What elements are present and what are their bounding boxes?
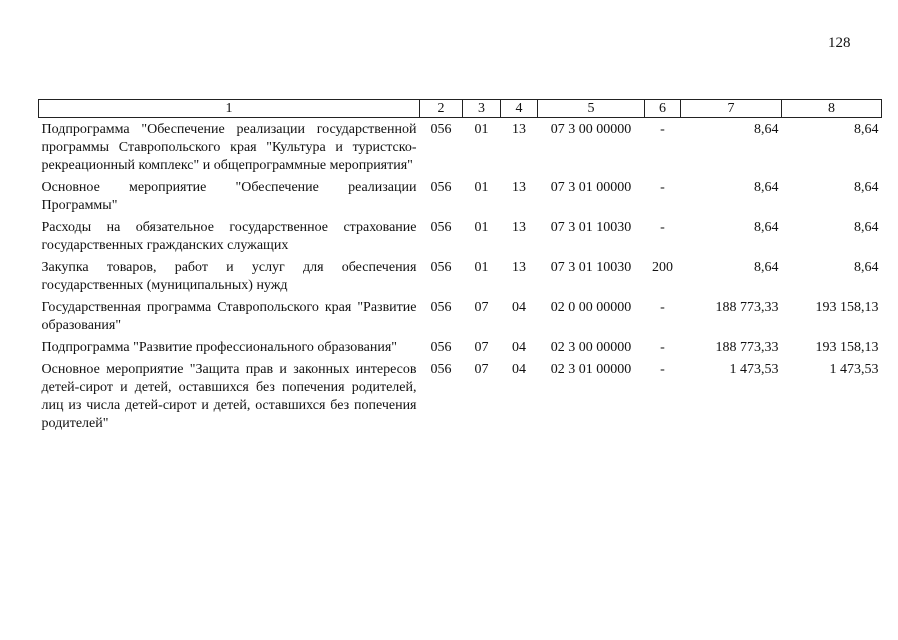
cell-target-item: 02 3 01 00000 [550,362,632,377]
cell-target-item: 02 0 00 00000 [550,300,632,315]
cell-target-item: 07 3 01 10030 [550,260,632,275]
budget-table [38,99,882,437]
cell-expense-type: - [660,300,665,315]
cell-section: 01 [474,122,489,137]
cell-subsection: 13 [512,122,526,137]
cell-expense-type: - [660,122,665,137]
cell-ministry-code: 056 [430,122,452,137]
cell-subsection: 13 [512,180,526,195]
cell-amount-2: 1 473,53 [829,362,879,377]
cell-target-item: 02 3 00 00000 [550,340,632,355]
column-header: 8 [782,100,882,118]
column-header: 2 [420,100,463,118]
cell-target-item: 07 3 01 10030 [550,220,632,235]
cell-ministry-code: 056 [430,220,452,235]
cell-subsection: 13 [512,260,526,275]
page-number: 128 [828,35,851,51]
column-header: 1 [39,100,420,118]
table-row [39,339,882,361]
cell-amount-1: 8,64 [754,180,779,195]
table-row [39,361,882,437]
table-header-row [39,100,882,118]
column-header: 7 [681,100,782,118]
cell-amount-1: 188 773,33 [715,340,779,355]
cell-expense-type: - [660,362,665,377]
column-header: 6 [645,100,681,118]
cell-section: 01 [474,220,489,235]
table-row [39,259,882,299]
cell-amount-2: 8,64 [854,260,879,275]
cell-subsection: 04 [512,300,526,315]
cell-section: 07 [474,300,489,315]
cell-subsection: 04 [512,362,526,377]
cell-expense-type: - [660,220,665,235]
cell-amount-2: 193 158,13 [815,300,879,315]
table-row [39,299,882,339]
row-name: Закупка товаров, работ и услуг для обеспечения государственных (муниципальных) нужд [41,260,417,293]
cell-amount-1: 8,64 [754,260,779,275]
cell-section: 01 [474,260,489,275]
cell-amount-2: 8,64 [854,122,879,137]
row-name: Расходы на обязательное государственное страхование государственных гражданских служащих [41,220,417,253]
cell-amount-1: 8,64 [754,122,779,137]
table-row [39,179,882,219]
cell-expense-type: - [660,340,665,355]
table-row [39,118,882,180]
column-header: 4 [501,100,538,118]
cell-expense-type: 200 [652,260,673,275]
row-name: Основное мероприятие "Обеспечение реализации Программы" [41,180,417,213]
cell-ministry-code: 056 [430,340,452,355]
cell-expense-type: - [660,180,665,195]
column-header: 3 [463,100,501,118]
cell-section: 01 [474,180,489,195]
column-header: 5 [538,100,645,118]
cell-ministry-code: 056 [430,362,452,377]
cell-ministry-code: 056 [430,300,452,315]
row-name: Государственная программа Ставропольского края "Развитие образования" [41,300,417,333]
cell-subsection: 04 [512,340,526,355]
row-name: Основное мероприятие "Защита прав и законных интересов детей-сирот и детей, оставшихся без попечения родителей, лиц из числа детей-сирот и детей, оставшихся без попечения родителей" [41,362,417,431]
cell-ministry-code: 056 [430,260,452,275]
cell-amount-1: 8,64 [754,220,779,235]
cell-target-item: 07 3 00 00000 [550,122,632,137]
row-name: Подпрограмма "Обеспечение реализации государственной программы Ставропольского края "Культура и туристско-рекреационный комплекс" и общепрограммные мероприятия" [41,122,417,173]
cell-amount-1: 1 473,53 [729,362,779,377]
cell-section: 07 [474,340,489,355]
row-name: Подпрограмма "Развитие профессионального образования" [41,340,397,355]
cell-section: 07 [474,362,489,377]
cell-ministry-code: 056 [430,180,452,195]
cell-amount-2: 193 158,13 [815,340,879,355]
cell-amount-1: 188 773,33 [715,300,779,315]
table-row [39,219,882,259]
cell-target-item: 07 3 01 00000 [550,180,632,195]
cell-amount-2: 8,64 [854,180,879,195]
cell-amount-2: 8,64 [854,220,879,235]
cell-subsection: 13 [512,220,526,235]
